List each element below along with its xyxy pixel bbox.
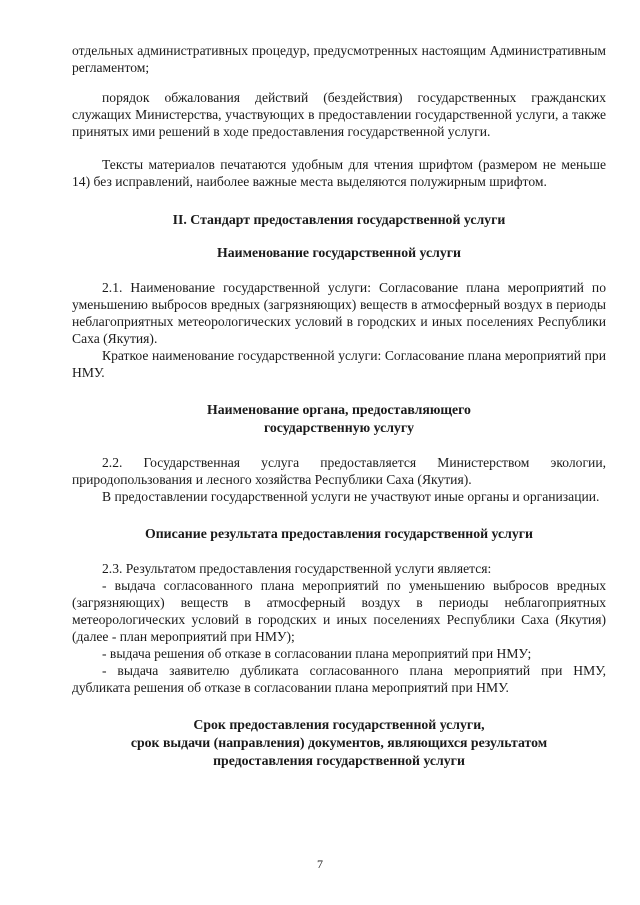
heading-authority bbox=[72, 401, 606, 437]
page-content bbox=[72, 42, 606, 770]
paragraph-service-name: 2.1. Наименование государственной услуги: Согласование плана мероприятий по уменьшению выбросов вредных (загрязняющих) веществ в атмосферный воздух в периоды неблагоприятных метеорологических условий в городских и иных поселениях Республики Саха (Якутия). bbox=[72, 280, 606, 346]
page-number: 7 bbox=[317, 857, 323, 871]
list-item-duplicate: - выдача заявителю дубликата согласованного плана мероприятий при НМУ, дубликата решения об отказе в согласовании плана мероприятий при НМУ. bbox=[72, 663, 606, 695]
heading-term-line3: предоставления государственной услуги bbox=[213, 753, 465, 768]
heading-authority-line1: Наименование органа, предоставляющего bbox=[207, 402, 471, 417]
heading-term-line1: Срок предоставления государственной услуги, bbox=[193, 717, 485, 732]
heading-authority-line2: государственную услугу bbox=[263, 420, 414, 435]
heading-result: Описание результата предоставления государственной услуги bbox=[144, 526, 533, 541]
heading-term-line2: срок выдачи (направления) документов, являющихся результатом bbox=[130, 735, 548, 750]
list-item-approved-plan: - выдача согласованного плана мероприятий по уменьшению выбросов вредных (загрязняющих) веществ в атмосферный воздух в периоды неблагоприятных метеорологических условий в городских и иных поселениях Республики Саха (Якутия) (далее - план мероприятий при НМУ); bbox=[72, 578, 606, 644]
paragraph-result-intro: 2.3. Результатом предоставления государственной услуги является: bbox=[102, 561, 492, 576]
paragraph-short-service-name: Краткое наименование государственной услуги: Согласование плана мероприятий при НМУ. bbox=[72, 348, 606, 380]
list-item-refusal-decision: - выдача решения об отказе в согласовании плана мероприятий при НМУ; bbox=[102, 646, 532, 661]
paragraph-authority: 2.2. Государственная услуга предоставляется Министерством экологии, природопользования и лесного хозяйства Республики Саха (Якутия). bbox=[72, 455, 606, 487]
section-title: II. Стандарт предоставления государственной услуги bbox=[172, 212, 506, 227]
heading-term bbox=[72, 716, 606, 770]
paragraph-appeal-procedure: порядок обжалования действий (бездействия) государственных гражданских служащих Министерства, участвующих в предоставлении государственной услуги, а также принятых ими решений в ходе предоставления государственной услуги. bbox=[72, 90, 606, 139]
heading-service-name: Наименование государственной услуги bbox=[217, 245, 461, 260]
paragraph-procedures: отдельных административных процедур, предусмотренных настоящим Административным регламентом; bbox=[72, 43, 606, 75]
paragraph-font-requirements: Тексты материалов печатаются удобным для чтения шрифтом (размером не меньше 14) без исправлений, наиболее важные места выделяются полужирным шрифтом. bbox=[72, 157, 606, 189]
paragraph-no-other-bodies: В предоставлении государственной услуги не участвуют иные органы и организации. bbox=[102, 489, 600, 504]
